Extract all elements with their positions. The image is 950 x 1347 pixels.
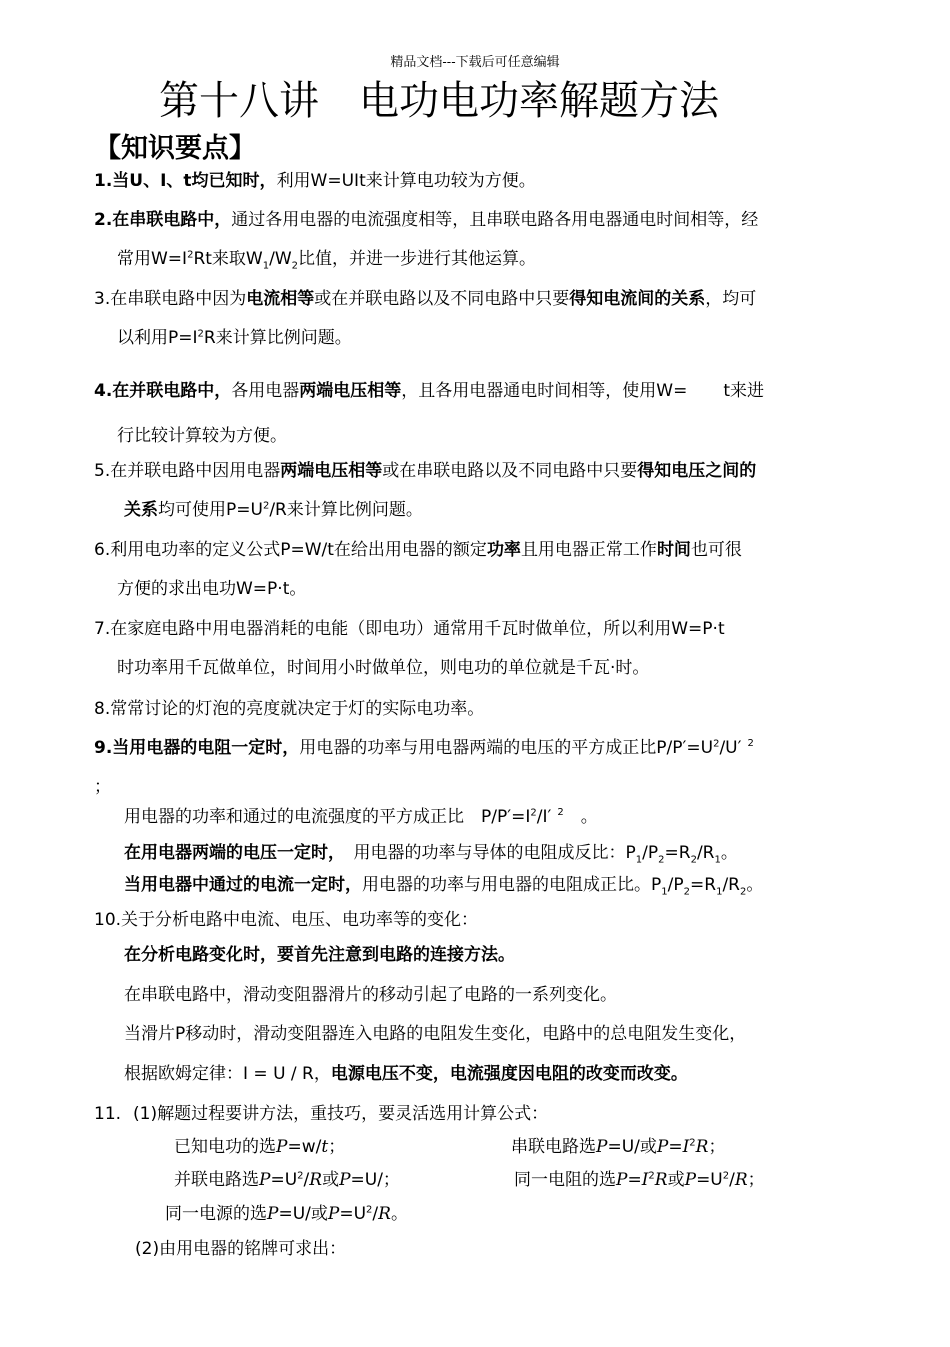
item-2-cont: 常用$W=I^2Rt$来取$W_1/W_2$比值，并进一步进行其他运算。: [117, 249, 537, 272]
item-7: 7.在家庭电路中用电器消耗的电能（即电功）通常用千瓦时做单位，所以利用W=P·t: [94, 619, 725, 639]
item-10-line5: 根据欧姆定律：I = U / R，电源电压不变，电流强度因电阻的改变而改变。: [124, 1064, 688, 1084]
item-3: 3.在串联电路中因为电流相等或在并联电路以及不同电路中只要得知电流间的关系，均可: [94, 289, 757, 309]
item-8: 8.常常讨论的灯泡的亮度就决定于灯的实际电功率。: [94, 699, 485, 719]
item-6-cont: 方便的求出电功W=P·t。: [117, 579, 307, 599]
watermark: 精品文档---下载后可任意编辑: [390, 55, 560, 70]
item-5-cont: 关系均可使用$P=U^2/R$来计算比例问题。: [124, 500, 423, 520]
item-2: 2.在串联电路中，通过各用电器的电流强度相等，且串联电路各用电器通电时间相等，经: [94, 210, 759, 230]
item-6: 6.利用电功率的定义公式P=W/t在给出用电器的额定功率且用电器正常工作时间也可很: [94, 540, 742, 560]
item-10: 10.关于分析电路中电流、电压、电功率等的变化：: [94, 910, 479, 930]
section-heading: 【知识要点】: [94, 133, 256, 164]
item-9-line3: 在用电器两端的电压一定时， 用电器的功率与导体的电阻成反比：$P_1/P_2=R_2/R_1$。: [124, 843, 738, 866]
item-4-cont: 行比较计算较为方便。: [117, 426, 287, 446]
formula-series: 串联电路选P=U/或$P=I^2R$；: [511, 1137, 726, 1157]
item-1: 1.当U、I、t均已知时，利用W=UIt来计算电功较为方便。: [94, 171, 536, 191]
item-10-line4: 当滑片P移动时，滑动变阻器连入电路的电阻发生变化，电路中的总电阻发生变化，: [124, 1024, 747, 1044]
item-4: 4.在并联电路中，各用电器两端电压相等，且各用电器通电时间相等，使用W= t来进: [94, 381, 765, 401]
item-10-line3: 在串联电路中，滑动变阻器滑片的移动引起了电路的一系列变化。: [124, 985, 617, 1005]
item-9-semicolon: ；: [94, 777, 111, 797]
formula-same-source: 同一电源的选P=U/或$P=U^2/R$。: [165, 1204, 408, 1224]
item-11: 11. (1)解题过程要讲方法，重技巧，要灵活选用计算公式：: [94, 1104, 549, 1124]
formula-parallel: 并联电路选$P=U^2/R$或P=U/；: [174, 1170, 400, 1190]
item-9-line4: 当用电器中通过的电流一定时，用电器的功率与用电器的电阻成正比。$P_1/P_2=R_1/R_2$。: [124, 875, 764, 898]
item-5: 5.在并联电路中因用电器两端电压相等或在串联电路以及不同电路中只要得知电压之间的: [94, 461, 757, 481]
item-3-cont: 以利用$P=I^2R$来计算比例问题。: [117, 328, 352, 348]
item-7-cont: 时功率用千瓦做单位，时间用小时做单位，则电功的单位就是千瓦·时。: [117, 658, 650, 678]
formula-same-resistor: 同一电阻的选$P=I^2R$或$P=U^2/R$；: [514, 1170, 765, 1190]
item-9: 9.当用电器的电阻一定时，用电器的功率与用电器两端的电压的平方成正比$P/P'=U^2/U'$ $^2$: [94, 738, 754, 758]
page-title: 第十八讲 电功电功率解题方法: [159, 78, 719, 124]
item-11-part2: (2)由用电器的铭牌可求出：: [135, 1239, 347, 1259]
item-10-line2: 在分析电路变化时，要首先注意到电路的连接方法。: [124, 945, 515, 965]
item-9-line2: 用电器的功率和通过的电流强度的平方成正比 $P/P'=I^2/I'$ $^2$ 。: [124, 807, 598, 827]
formula-known-work: 已知电功的选P=w/t；: [174, 1137, 346, 1157]
